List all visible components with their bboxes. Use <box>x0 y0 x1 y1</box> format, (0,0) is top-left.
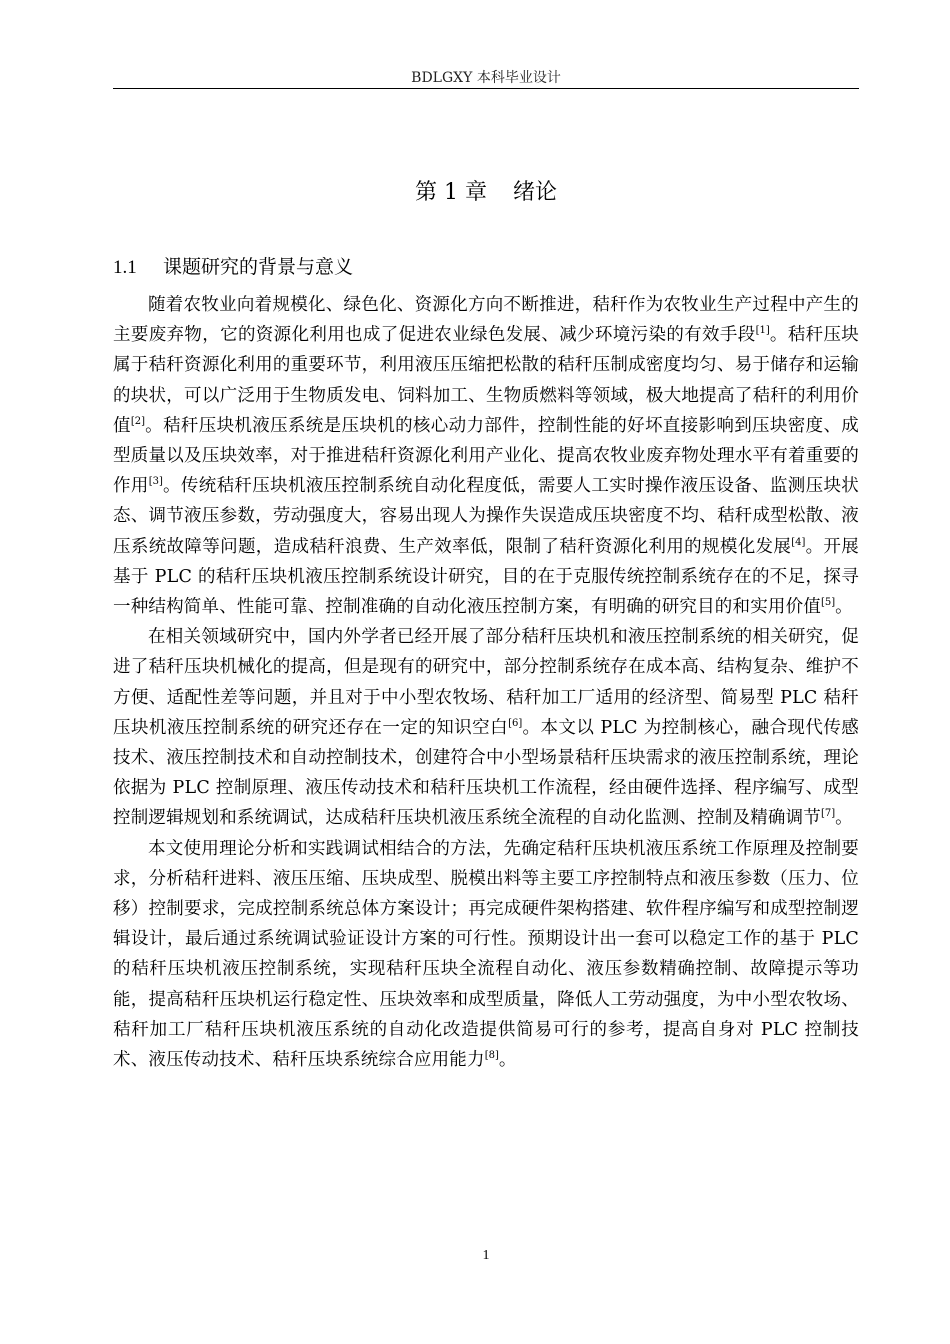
section-heading <box>113 252 353 282</box>
section-title: 课题研究的背景与意义 <box>163 256 354 278</box>
citation-ref: [2] <box>130 415 146 427</box>
header-rule <box>113 88 859 89</box>
text-segment: 。 <box>835 597 853 618</box>
section-number: 1.1 <box>113 257 137 278</box>
citation-ref: [5] <box>821 597 836 609</box>
paragraph <box>113 290 859 622</box>
chapter-title <box>113 178 859 208</box>
chapter-name: 绪论 <box>512 180 557 205</box>
citation-ref: [7] <box>821 808 836 820</box>
paragraph <box>113 622 859 833</box>
paragraph <box>113 834 859 1076</box>
text-segment: 。秸秆压块机液压系统是压块机的核心动力部件，控制性能的好坏直接影响到压块密度、成型质量以及压块效率，对于推进秸秆资源化利用产业化、提高农牧业废弃物处理水平有着重要的作用 <box>113 415 860 497</box>
citation-ref: [3] <box>148 476 163 488</box>
page-header: BDLGXY 本科毕业设计 <box>411 70 561 86</box>
text-segment: 。传统秸秆压块机液压控制系统自动化程度低，需要人工实时操作液压设备、监测压块状态、调节液压参数，劳动强度大，容易出现人为操作失误造成压块密度不均、秸秆成型松散、液压系统故障等问题，造成秸秆浪费、生产效率低，限制了秸秆资源化利用的规模化发展 <box>113 476 859 557</box>
citation-ref: [8] <box>484 1050 499 1062</box>
page-number: 1 <box>482 1248 490 1263</box>
citation-ref: [4] <box>791 536 806 548</box>
text-segment: 在相关领域研究中，国内外学者已经开展了部分秸秆压块机和液压控制系统的相关研究，促进了秸秆压块机械化的提高，但是现有的研究中，部分控制系统存在成本高、结构复杂、维护不方便、适配性差等问题，并且对于中小型农牧场、秸秆加工厂适用的经济型、简易型 PLC 秸秆压块机液压控制系统的研究还存在一定的知识空白 <box>113 627 859 738</box>
chapter-number: 第 1 章 <box>415 180 487 205</box>
text-segment: 。 <box>835 808 853 829</box>
text-segment: 随着农牧业向着规模化、绿色化、资源化方向不断推进，秸秆作为农牧业生产过程中产生的主要废弃物，它的资源化利用也成了促进农业绿色发展、减少环境污染的有效手段 <box>113 295 859 346</box>
text-segment: 本文使用理论分析和实践调试相结合的方法，先确定秸秆压块机液压系统工作原理及控制要求，分析秸秆进料、液压压缩、压块成型、脱模出料等主要工序控制特点和液压参数（压力、位移）控制要求，完成控制系统总体方案设计；再完成硬件架构搭建、软件程序编写和成型控制逻辑设计，最后通过系统调试验证设计方案的可行性。预期设计出一套可以稳定工作的基于 PLC 的秸秆压块机液压控制系统，实现秸秆压块全流程自动化、液压参数精确控制、故障提示等功能，提高秸秆压块机运行稳定性、压块效率和成型质量，降低人工劳动强度，为中小型农牧场、秸秆加工厂秸秆压块机液压系统的自动化改造提供简易可行的参考，提高自身对 PLC 控制技术、液压传动技术、秸秆压块系统综合应用能力 <box>113 838 859 1071</box>
citation-ref: [6] <box>508 717 523 729</box>
citation-ref: [1] <box>755 325 770 337</box>
body-text <box>113 290 859 1075</box>
text-segment: 。开展基于 PLC 的秸秆压块机液压控制系统设计研究，目的在于克服传统控制系统存在的不足，探寻一种结构简单、性能可靠、控制准确的自动化液压控制方案，有明确的研究目的和实用价值 <box>113 536 859 618</box>
text-segment: 。本文以 PLC 为控制核心，融合现代传感技术、液压控制技术和自动控制技术，创建符合中小型场景秸秆压块需求的液压控制系统，理论依据为 PLC 控制原理、液压传动技术和秸秆压块机工作流程，经由硬件选择、程序编写、成型控制逻辑规划和系统调试，达成秸秆压块机液压系统全流程的自动化监测、控制及精确调节 <box>113 717 859 829</box>
text-segment: 。 <box>498 1050 517 1071</box>
text-segment: 。秸秆压块属于秸秆资源化利用的重要环节，利用液压压缩把松散的秸秆压制成密度均匀、易于储存和运输的块状，可以广泛用于生物质发电、饲料加工、生物质燃料等领域，极大地提高了秸秆的利用价值 <box>113 325 859 436</box>
